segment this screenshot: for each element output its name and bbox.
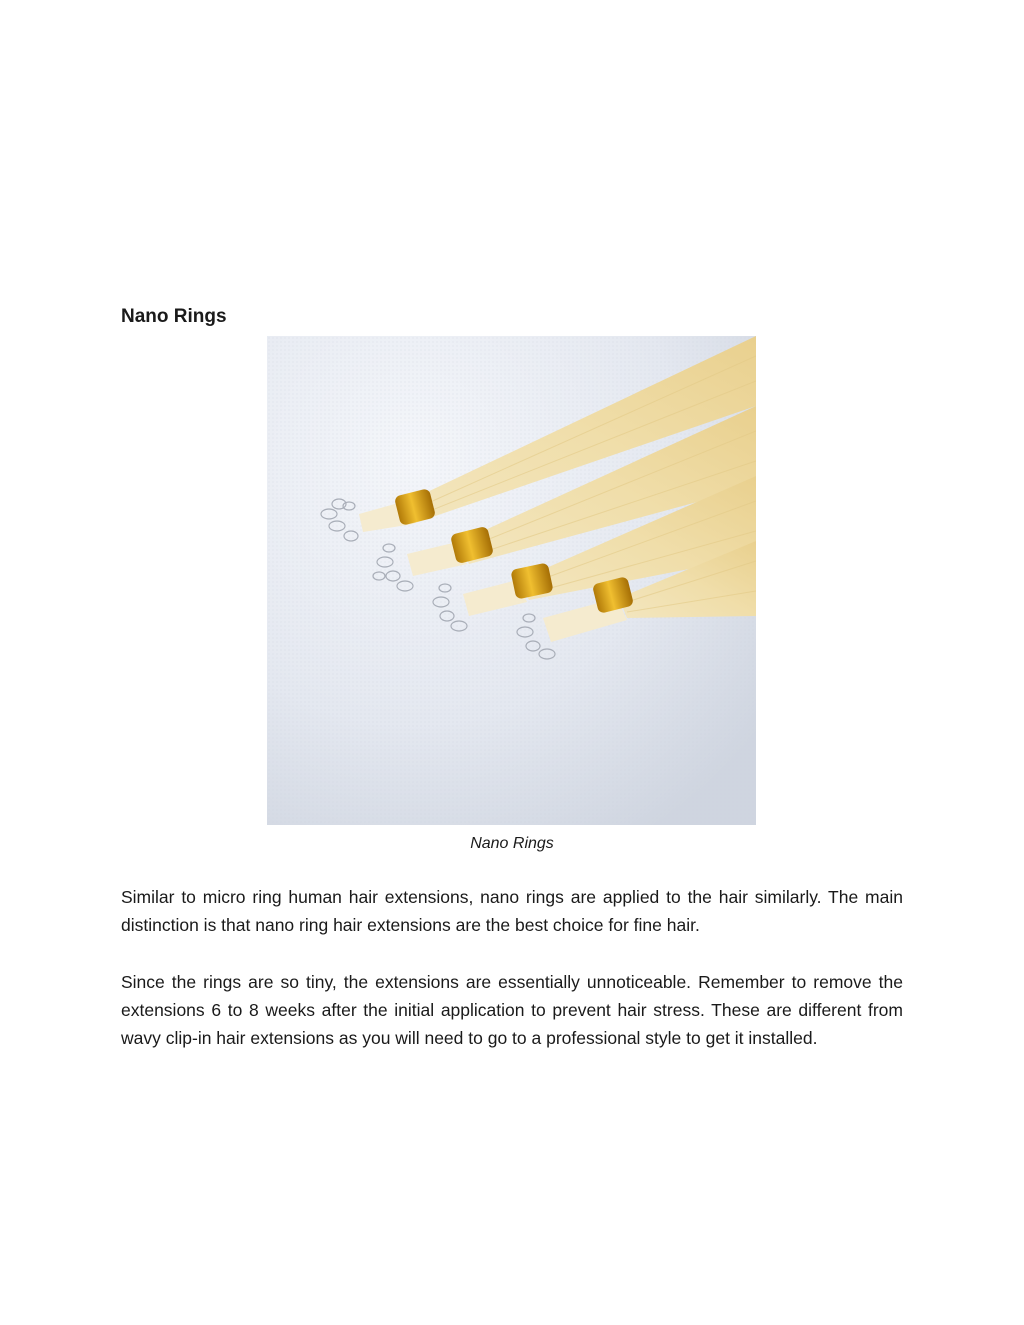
- paragraph-2: Since the rings are so tiny, the extensions are essentially unnoticeable. Remember to remove the extensions 6 to 8 weeks after the initial application to prevent hair stress. These are different from wavy clip-in hair extensions as you will need to go to a professional style to get it installed.: [121, 972, 903, 1048]
- figure-caption: Nano Rings: [470, 835, 554, 852]
- hair-extensions-illustration: [267, 336, 756, 825]
- section-heading: Nano Rings: [121, 306, 227, 327]
- paragraph-1: Similar to micro ring human hair extensions, nano rings are applied to the hair similarly. The main distinction is that nano ring hair extensions are the best choice for fine hair.: [121, 887, 903, 935]
- product-photo: [267, 336, 756, 825]
